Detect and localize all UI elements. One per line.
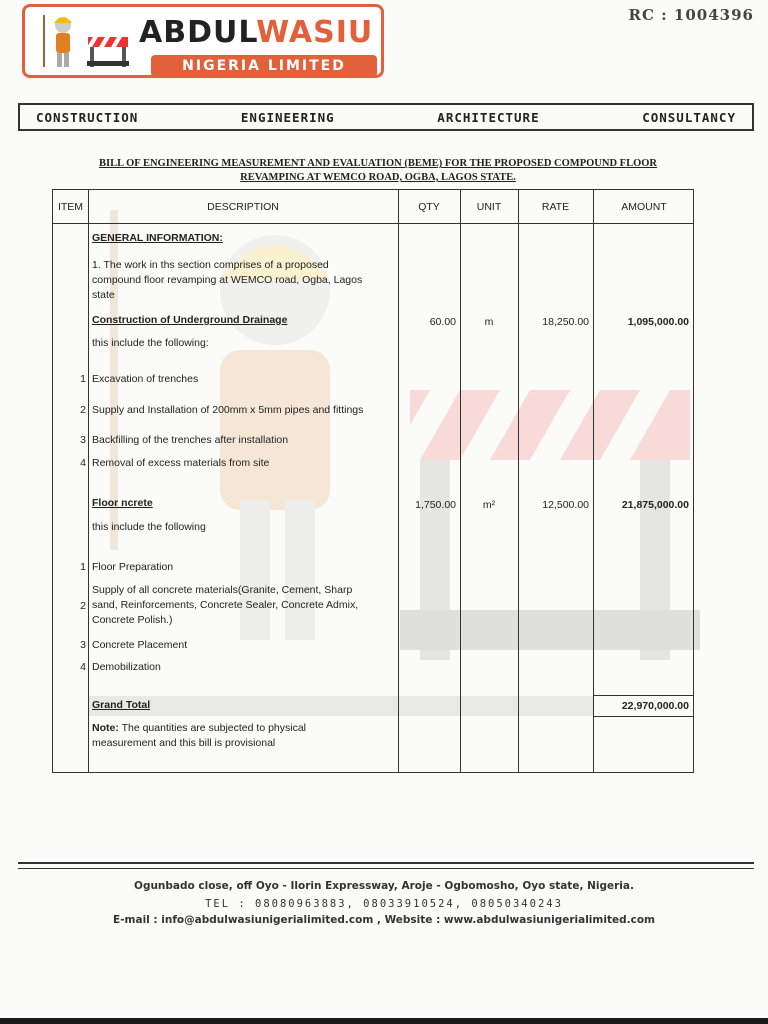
section1-item-text: Removal of excess materials from site xyxy=(92,457,270,469)
amount-total-divider xyxy=(593,716,693,717)
section1-item-text: Excavation of trenches xyxy=(92,373,199,385)
beme-table xyxy=(52,189,694,773)
worker-logo-icon xyxy=(33,11,133,71)
section1-item-text: Supply and Installation of 200mm x 5mm pipes and fittings xyxy=(92,404,364,416)
section2-qty: 1,750.00 xyxy=(415,499,456,511)
section1-item-text: Backfilling of the trenches after installation xyxy=(92,434,289,446)
grand-total-label: Grand Total xyxy=(92,699,151,711)
section1-heading: Construction of Underground Drainage xyxy=(92,314,288,326)
document-title-line1: BILL OF ENGINEERING MEASUREMENT AND EVALUATION (BEME) FOR THE PROPOSED COMPOUND FLOOR xyxy=(98,158,658,169)
footer-divider xyxy=(18,868,754,869)
amount-total-divider-top xyxy=(593,695,693,696)
scan-edge xyxy=(0,1018,768,1024)
note-text: The quantities are subjected to physical xyxy=(118,722,307,734)
section1-amount: 1,095,000.00 xyxy=(627,316,689,328)
section2-item2-line: Concrete Polish.) xyxy=(92,614,173,626)
section2-intro: this include the following xyxy=(92,521,206,533)
section2-heading: Floor ncrete xyxy=(92,497,153,509)
section1-rate: 18,250.00 xyxy=(542,316,589,328)
section2-item-no: 4 xyxy=(80,661,86,673)
section2-item-text: Floor Preparation xyxy=(92,561,174,573)
footer-address: Ogunbado close, off Oyo - Ilorin Expressway, Aroje - Ogbomosho, Oyo state, Nigeria. xyxy=(134,880,634,892)
footer-telephone: TEL : 08080963883, 08033910524, 08050340243 xyxy=(205,898,563,910)
section1-qty: 60.00 xyxy=(429,316,456,328)
section2-item2-line: sand, Reinforcements, Concrete Sealer, Concrete Admix, xyxy=(92,599,359,611)
note-label: Note: xyxy=(92,722,119,734)
section2-amount: 21,875,000.00 xyxy=(621,499,689,511)
section1-unit: m xyxy=(484,316,494,328)
footer-divider xyxy=(18,862,754,864)
section2-item-no: 3 xyxy=(80,639,86,651)
section1-item-no: 2 xyxy=(80,404,86,416)
section2-item-text: Demobilization xyxy=(92,661,161,673)
service-construction: CONSTRUCTION xyxy=(36,109,139,125)
registration-number: RC : 1004396 xyxy=(628,6,754,24)
brand-subtitle: NIGERIA LIMITED xyxy=(151,55,377,77)
section2-item-text: Concrete Placement xyxy=(92,639,188,651)
header-description: DESCRIPTION xyxy=(207,200,279,213)
services-bar xyxy=(18,103,754,131)
header-rate: RATE xyxy=(541,200,570,213)
col-divider xyxy=(398,190,399,772)
section1-item-no: 4 xyxy=(80,457,86,469)
col-divider xyxy=(518,190,519,772)
grand-total-amount: 22,970,000.00 xyxy=(621,700,689,712)
service-engineering: ENGINEERING xyxy=(240,109,335,125)
section2-item-no: 2 xyxy=(80,600,86,612)
header-unit: UNIT xyxy=(476,200,502,213)
general-info-text xyxy=(92,258,392,303)
general-info-line: compound floor revamping at WEMCO road, Ogba, Lagos xyxy=(92,274,363,286)
service-architecture: ARCHITECTURE xyxy=(437,109,540,125)
document-title-line2: REVAMPING AT WEMCO ROAD, OGBA, LAGOS STATE. xyxy=(240,172,516,183)
note xyxy=(92,721,392,751)
brand-name-part1: ABDUL xyxy=(139,15,257,50)
note-text-line2: measurement and this bill is provisional xyxy=(92,737,276,749)
section2-unit: m² xyxy=(482,499,496,511)
document-title xyxy=(40,157,716,185)
footer-email-website: E-mail : info@abdulwasiunigerialimited.com , Website : www.abdulwasiunigerialimited.com xyxy=(113,914,655,926)
col-divider xyxy=(460,190,461,772)
header-amount: AMOUNT xyxy=(621,200,667,213)
general-info-line: 1. The work in ths section comprises of a proposed xyxy=(92,259,329,271)
company-logo xyxy=(22,4,384,78)
section1-item-no: 1 xyxy=(80,373,86,385)
col-divider xyxy=(88,190,89,772)
header-divider xyxy=(53,223,693,224)
section2-item-no: 1 xyxy=(80,561,86,573)
section2-item-text xyxy=(92,583,392,628)
brand-name xyxy=(139,15,373,51)
header-item: ITEM xyxy=(57,200,84,213)
section2-item2-line: Supply of all concrete materials(Granite, Cement, Sharp xyxy=(92,584,353,596)
section1-item-no: 3 xyxy=(80,434,86,446)
header-qty: QTY xyxy=(418,200,440,213)
col-divider xyxy=(593,190,594,772)
general-info-line: state xyxy=(92,289,115,301)
service-consultancy: CONSULTANCY xyxy=(642,109,736,125)
section2-rate: 12,500.00 xyxy=(542,499,589,511)
general-info-heading: GENERAL INFORMATION: xyxy=(92,232,223,244)
section1-intro: this include the following: xyxy=(92,337,209,349)
brand-name-part2: WASIU xyxy=(256,15,374,50)
